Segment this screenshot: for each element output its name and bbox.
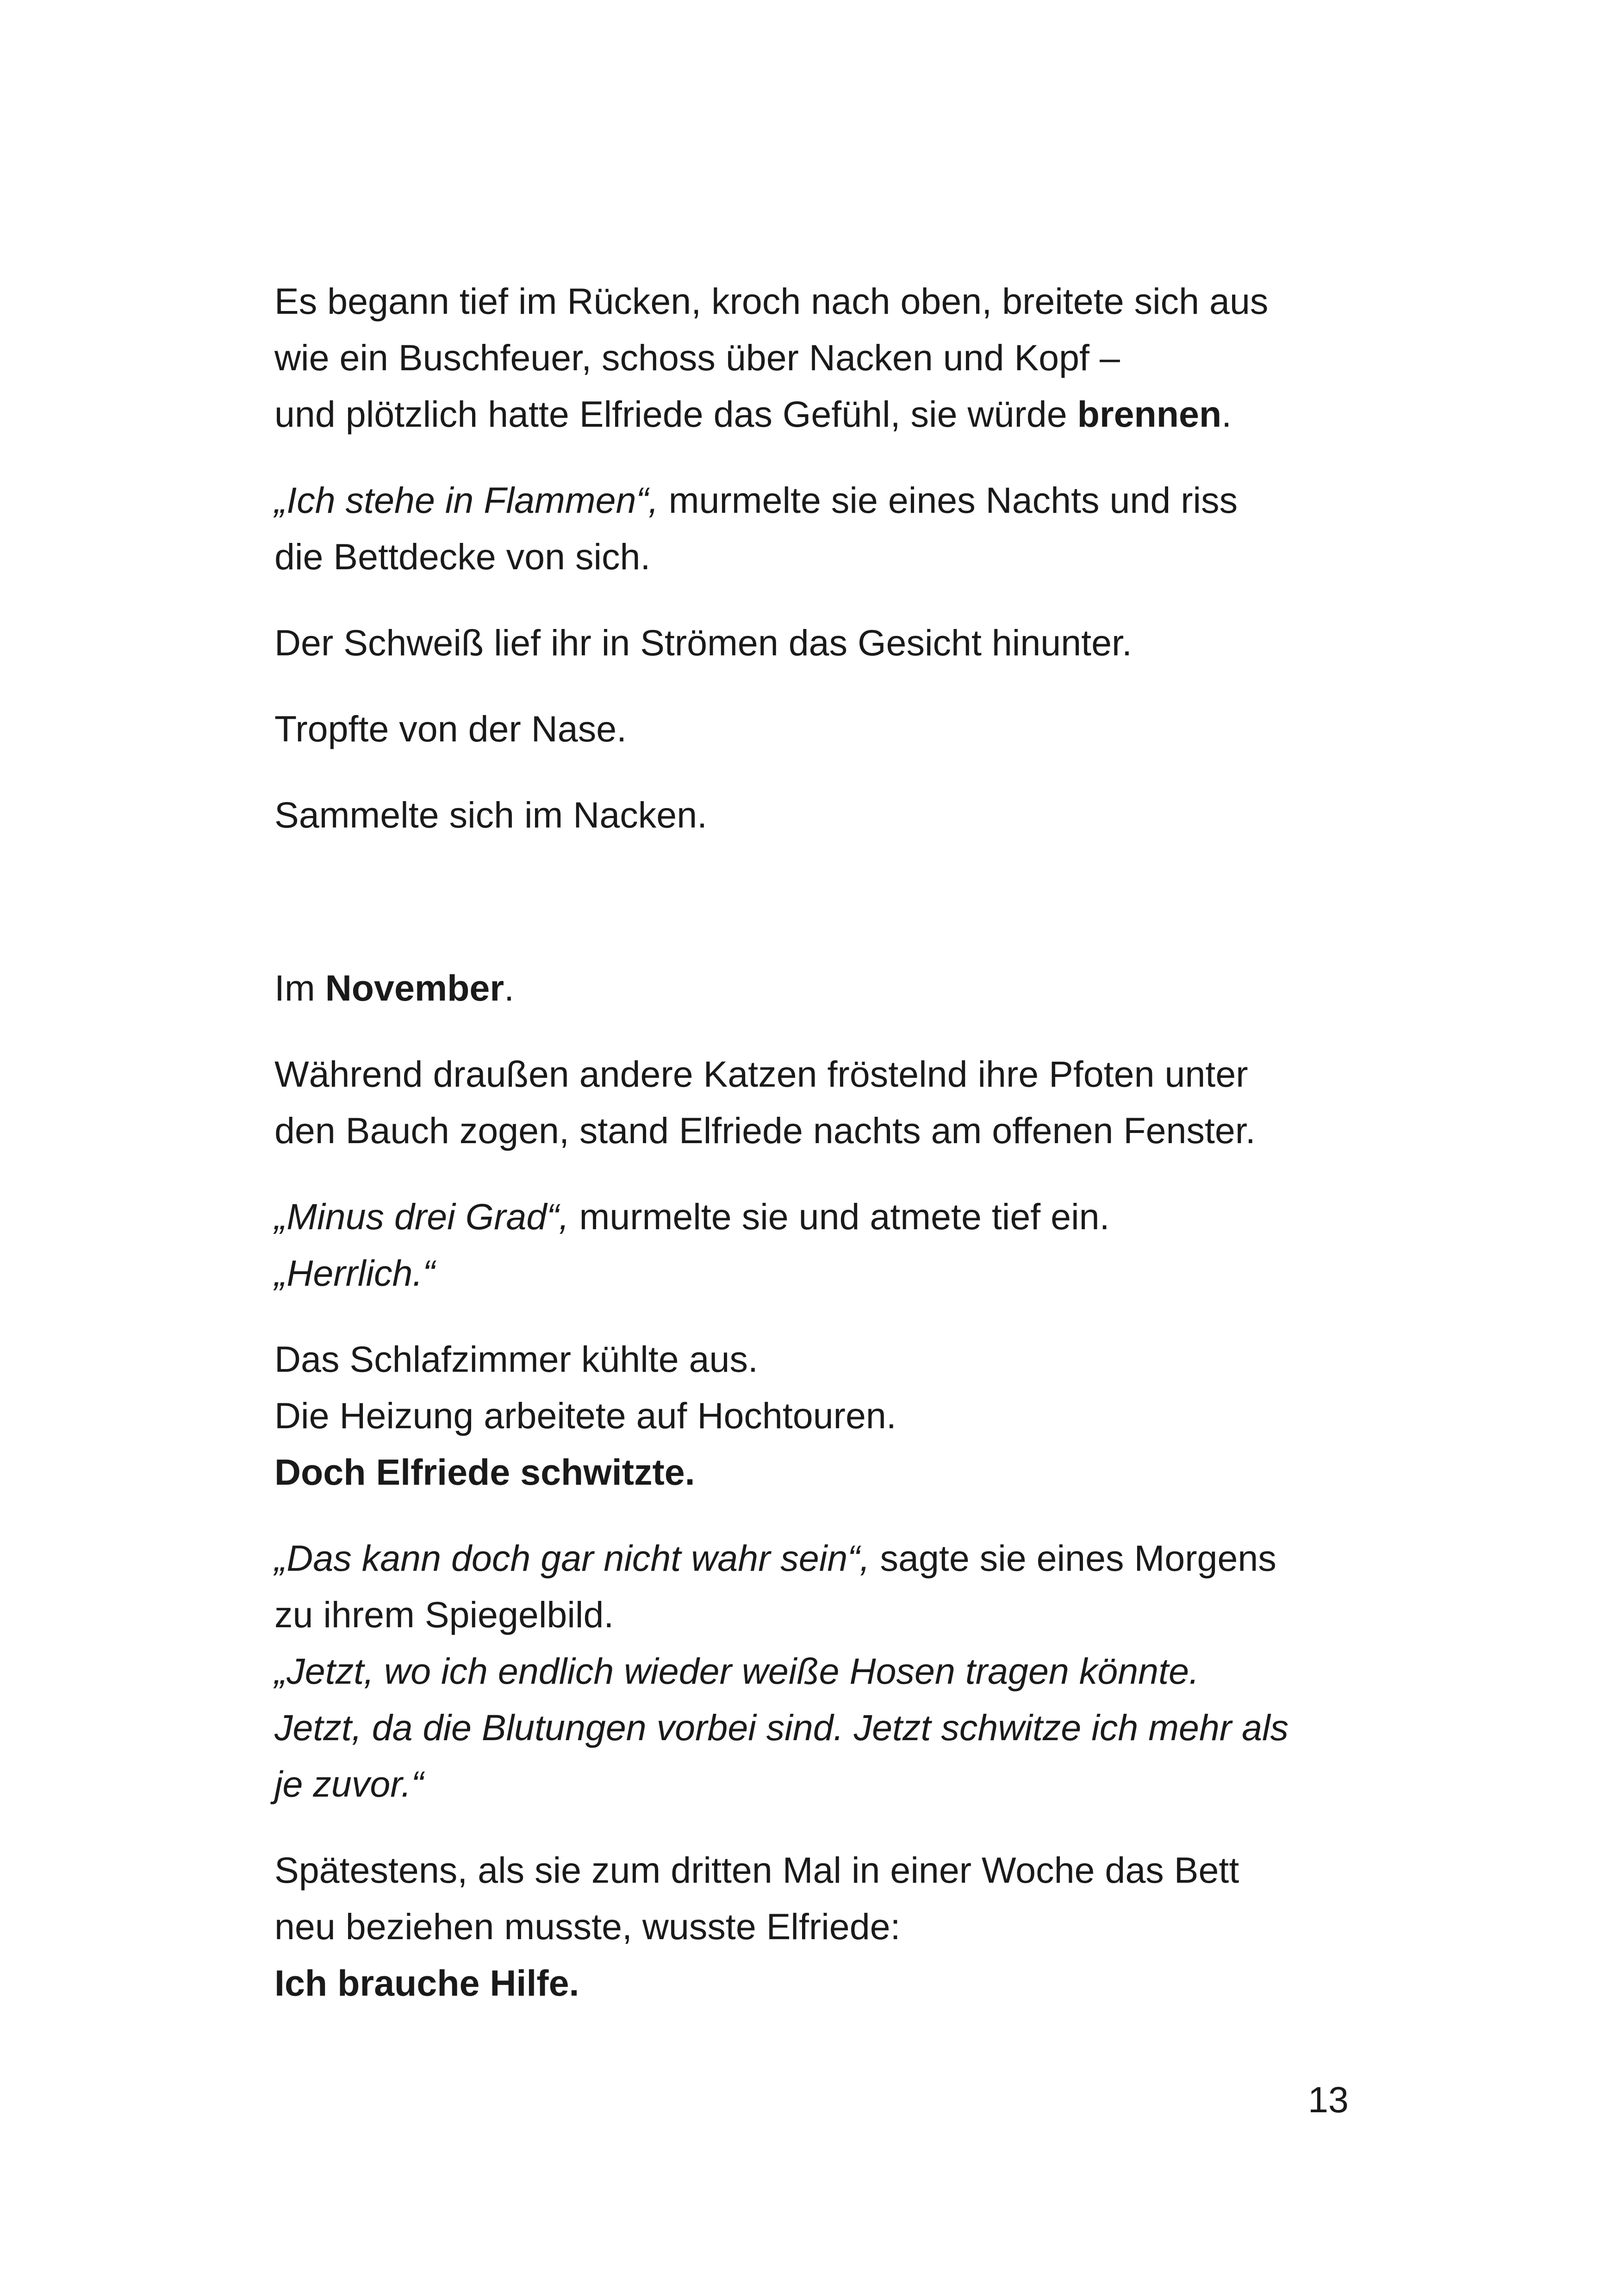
italic-quote: „Minus drei Grad“, xyxy=(274,1196,569,1237)
text-run: die Bettdecke von sich. xyxy=(274,536,651,577)
text-line xyxy=(274,1102,1353,1159)
text-line xyxy=(274,1898,1353,1955)
text-line xyxy=(274,1955,1353,2011)
text-line xyxy=(274,1530,1353,1587)
text-run: Das Schlafzimmer kühlte aus. xyxy=(274,1338,758,1380)
bold-text: Ich brauche Hilfe. xyxy=(274,1962,579,2004)
text-line xyxy=(274,1444,1353,1500)
text-run: murmelte sie eines Nachts und riss xyxy=(658,479,1238,521)
bold-text: Doch Elfriede schwitzte. xyxy=(274,1451,695,1493)
text-line xyxy=(274,1245,1353,1301)
text-run: Die Heizung arbeitete auf Hochtouren. xyxy=(274,1395,896,1436)
text-line xyxy=(274,1587,1353,1643)
paragraph xyxy=(274,472,1353,585)
bold-text: November xyxy=(325,967,504,1008)
text-line xyxy=(274,529,1353,585)
text-line xyxy=(274,960,1353,1016)
paragraph xyxy=(274,1530,1353,1812)
text-run: murmelte sie und atmete tief ein. xyxy=(569,1196,1110,1237)
paragraph xyxy=(274,1188,1353,1301)
page-number: 13 xyxy=(1308,2079,1349,2120)
text-line xyxy=(274,1388,1353,1444)
text-run: Tropfte von der Nase. xyxy=(274,708,627,749)
paragraph xyxy=(274,1046,1353,1159)
text-run: zu ihrem Spiegelbild. xyxy=(274,1594,614,1635)
italic-quote: „Jetzt, wo ich endlich wieder weiße Hosen tragen könnte. xyxy=(274,1650,1199,1692)
paragraph xyxy=(274,1331,1353,1500)
text-line xyxy=(274,1699,1353,1756)
text-line xyxy=(274,615,1353,671)
italic-quote: „Ich stehe in Flammen“, xyxy=(274,479,659,521)
text-run: den Bauch zogen, stand Elfriede nachts am offenen Fenster. xyxy=(274,1110,1256,1151)
text-line xyxy=(274,1046,1353,1102)
text-line xyxy=(274,787,1353,843)
paragraph xyxy=(274,787,1353,843)
text-run: wie ein Buschfeuer, schoss über Nacken und Kopf – xyxy=(274,337,1120,378)
paragraph xyxy=(274,1842,1353,2011)
text-run: Spätestens, als sie zum dritten Mal in einer Woche das Bett xyxy=(274,1849,1239,1891)
text-run: Während draußen andere Katzen fröstelnd ihre Pfoten unter xyxy=(274,1053,1248,1095)
text-line xyxy=(274,1842,1353,1898)
text-line xyxy=(274,472,1353,529)
text-run: . xyxy=(1221,393,1232,435)
text-run: Im xyxy=(274,967,325,1008)
paragraph xyxy=(274,960,1353,1016)
text-line xyxy=(274,1188,1353,1245)
paragraph xyxy=(274,615,1353,671)
text-run: sagte sie eines Morgens xyxy=(870,1537,1276,1579)
italic-quote: „Das kann doch gar nicht wahr sein“, xyxy=(274,1537,870,1579)
bold-text: brennen xyxy=(1077,393,1222,435)
text-line xyxy=(274,330,1353,386)
text-run: Es begann tief im Rücken, kroch nach oben, breitete sich aus xyxy=(274,280,1269,322)
text-run: und plötzlich hatte Elfriede das Gefühl, sie würde xyxy=(274,393,1077,435)
italic-quote: „Herrlich.“ xyxy=(274,1252,435,1294)
text-run: Der Schweiß lief ihr in Strömen das Gesicht hinunter. xyxy=(274,622,1132,663)
text-run: Sammelte sich im Nacken. xyxy=(274,794,708,835)
text-line xyxy=(274,1756,1353,1812)
paragraph xyxy=(274,701,1353,757)
italic-quote: je zuvor.“ xyxy=(274,1763,423,1804)
italic-quote: Jetzt, da die Blutungen vorbei sind. Jetzt schwitze ich mehr als xyxy=(274,1707,1289,1748)
paragraph xyxy=(274,273,1353,442)
text-run: . xyxy=(504,967,515,1008)
text-line xyxy=(274,386,1353,442)
body-text xyxy=(274,273,1353,2041)
text-line xyxy=(274,1643,1353,1699)
text-line xyxy=(274,273,1353,330)
text-line xyxy=(274,701,1353,757)
text-line xyxy=(274,1331,1353,1388)
text-run: neu beziehen musste, wusste Elfriede: xyxy=(274,1906,901,1947)
